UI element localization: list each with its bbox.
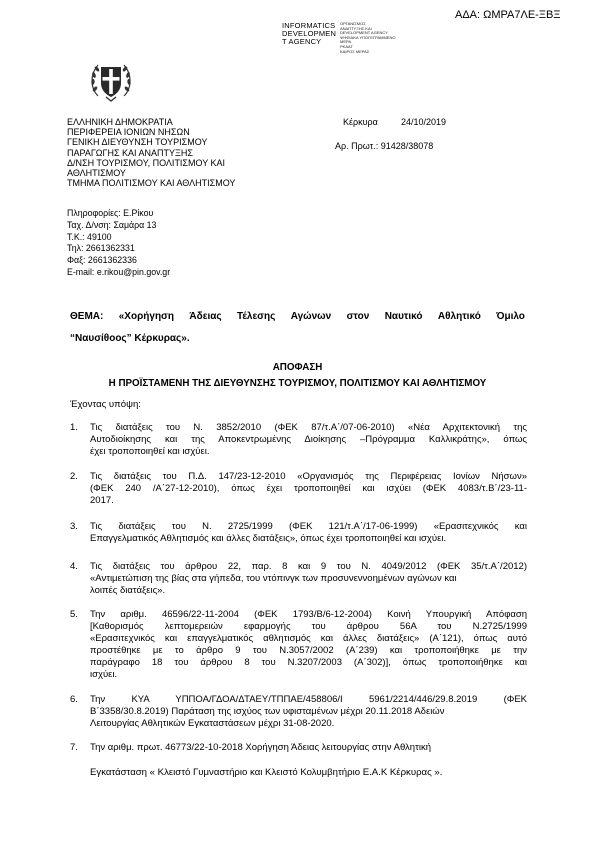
organization-header — [67, 117, 235, 188]
item-line: «Αντιμετώπιση της βίας στα γήπεδα, του ντόπινγκ των προσυνεννοημένων αγώνων και — [90, 573, 457, 584]
org-line: ΠΕΡΙΦΕΡΕΙΑ ΙΟΝΙΩΝ ΝΗΣΩΝ — [67, 127, 190, 138]
item-line: Την ΚΥΑ ΥΠΠΟΑ/ΓΔΟΑ/ΔΤΑΕΥ/ΤΠΠΑΕ/458806/Ι 5961/2214/446/29.8.2019 (ΦΕΚ — [90, 694, 527, 705]
org-line: ΕΛΛΗΝΙΚΗ ΔΗΜΟΚΡΑΤΙΑ — [67, 117, 173, 127]
item-line: προστέθηκε με το άρθρο 9 του Ν.3057/2002 (Α΄239) και τροποποιήθηκε με την — [90, 645, 527, 656]
greek-coat-of-arms-icon — [86, 56, 136, 106]
logo-line: T AGENCY — [282, 37, 322, 47]
subject-word: Όμιλο — [496, 311, 525, 322]
signature-line: ΨΗΦΙΑΚΑ ΥΠΟΓΕΓΡΑΜΜΕΝΟ — [340, 34, 396, 40]
subject-word: Αγώνων — [290, 311, 332, 322]
item-number: 6. — [70, 694, 78, 705]
org-line: ΓΕΝΙΚΗ ΔΙΕΥΘΥΝΣΗ ΤΟΥΡΙΣΜΟΥ — [67, 137, 208, 148]
having-regard-label: Έχοντας υπόψη: — [70, 399, 141, 410]
item-line: [Καθορισμός λεπτομερειών εφαρμογής του άρθρου 56Α του Ν.2725/1999 — [90, 621, 527, 632]
org-line: ΠΑΡΑΓΩΓΗΣ ΚΑΙ ΑΝΑΠΤΥΞΗΣ — [67, 147, 193, 158]
org-line: ΤΜΗΜΑ ΠΟΛΙΤΙΣΜΟΥ ΚΑΙ ΑΘΛΗΤΙΣΜΟΥ — [67, 178, 236, 189]
item-line: 2017. — [90, 495, 114, 506]
ada-code: ΑΔΑ: ΩΜΡΑ7ΛΕ-ΞΒΞ — [455, 9, 561, 21]
digital-signature-text — [340, 22, 395, 54]
item-line: Αυτοδιοίκησης και της Αποκεντρωμένης Διοίκησης –Πρόγραμμα Καλλικράτης», όπως — [90, 434, 527, 445]
org-line: ΑΘΛΗΤΙΣΜΟΥ — [67, 168, 126, 179]
logo-line: DEVELOPMEN — [282, 29, 337, 39]
item-number: 4. — [70, 561, 78, 572]
item-number: 1. — [70, 422, 78, 433]
item-line: Επαγγελματικός Αθλητισμός και άλλες διατάξεις», όπως έχει τροποποιηθεί και ισχύει. — [90, 533, 447, 544]
item-line: Τις διατάξεις του Ν. 3852/2010 (ΦΕΚ 87/τ.Α΄/07-06-2010) «Νέα Αρχιτεκτονική της — [90, 422, 527, 433]
place: Κέρκυρα — [343, 117, 378, 127]
informatics-logo — [282, 22, 336, 47]
item-number: 2. — [70, 471, 78, 482]
item-number: 7. — [70, 742, 78, 753]
contact-line: Πληροφορίες: Ε.Ρίκου — [67, 208, 154, 218]
item-line: «Ερασιτεχνικός και επαγγελματικός αθλητισμός και άλλες διατάξεις» (Α΄121), όπως αυτό — [90, 633, 527, 644]
item-line: Τις διατάξεις του Π.Δ. 147/23-12-2010 «Οργανισμός της Περιφέρειας Ιονίων Νήσων» — [90, 471, 527, 482]
date: 24/10/2019 — [401, 117, 447, 127]
signature-line: PKAAT — [340, 43, 353, 49]
item-line: ισχύει. — [90, 669, 118, 680]
item-number: 3. — [70, 521, 78, 532]
signature-line: DEVELOPMENT AGENCY — [340, 30, 388, 36]
subject — [70, 306, 525, 350]
item-line: Τις διατάξεις του άρθρου 22, παρ. 8 και 9 του Ν. 4049/2012 (ΦΕΚ 35/τ.Α΄/2012) — [90, 561, 527, 572]
item-line: Τις διατάξεις του Ν. 2725/1999 (ΦΕΚ 121/τ.Α΄/17-06-1999) «Ερασιτεχνικός και — [90, 521, 527, 532]
final-line: Εγκατάσταση « Κλειστό Γυμναστήριο και Κλειστό Κολυμβητήριο Ε.Α.Κ Κέρκυρας ». — [90, 767, 443, 778]
org-line: Δ/ΝΣΗ ΤΟΥΡΙΣΜΟΥ, ΠΟΛΙΤΙΣΜΟΥ ΚΑΙ — [67, 157, 226, 168]
item-line: Β΄3358/30.8.2019) Παράταση της ισχύος των υφισταμένων μέχρι 20.11.2018 Αδειών — [90, 706, 445, 717]
contact-line: E-mail: e.rikou@pin.gov.gr — [67, 266, 171, 277]
subject-line-1 — [70, 306, 525, 328]
subject-word: «Χορήγηση — [118, 311, 175, 322]
item-line: έχει τροποποιηθεί και ισχύει. — [90, 446, 210, 457]
logo-line: INFORMATICS — [282, 21, 336, 30]
item-line: παράγραφο 18 του άρθρου 8 του Ν.3207/2003 (Α΄302)], όπως τροποποιήθηκε και — [90, 657, 527, 668]
decision-subtitle: Η ΠΡΟΪΣΤΑΜΕΝΗ ΤΗΣ ΔΙΕΥΘΥΝΣΗΣ ΤΟΥΡΙΣΜΟΥ, ΠΟΛΙΤΙΣΜΟΥ ΚΑΙ ΑΘΛΗΤΙΣΜΟΥ — [108, 378, 487, 389]
signature-line: ΜΕΡΑ — [340, 39, 352, 45]
contact-line: Φαξ: 2661362336 — [67, 255, 137, 266]
subject-word: Τέλεσης — [237, 311, 276, 322]
decision-title: ΑΠΟΦΑΣΗ — [272, 362, 323, 373]
subject-line-2: “Ναυσίθοος” Κέρκυρας». — [70, 333, 190, 344]
subject-word: Ναυτικό — [384, 311, 423, 322]
subject-word: Αθλητικό — [437, 311, 481, 322]
item-line: λοιπές διατάξεις». — [90, 585, 166, 596]
contact-line: Ταχ. Δ/νση: Σαμάρα 13 — [67, 219, 157, 230]
contact-line: Τ.Κ.: 49100 — [67, 231, 112, 242]
item-line: (ΦΕΚ 240 /Α΄27-12-2010), όπως έχει τροποποιηθεί και ισχύει (ΦΕΚ 4083/τ.Β΄/23-11- — [90, 483, 527, 494]
subject-word: ΘΕΜΑ: — [70, 311, 104, 322]
signature-line: ΑΝΑΠΤΥΞΗΣ ΚΑΙ — [340, 25, 372, 31]
subject-word: Άδειας — [189, 311, 222, 322]
subject-word: στον — [346, 311, 370, 322]
item-line: Την αριθμ. πρωτ. 46773/22-10-2018 Χορήγηση Άδειας λειτουργίας στην Αθλητική — [90, 742, 431, 753]
item-line: Την αριθμ. 46596/22-11-2004 (ΦΕΚ 1793/Β/6-12-2004) Κοινή Υπουργική Απόφαση — [90, 609, 527, 620]
signature-line: ΚΑΙΡΟΣ ΜΕΡΑΣ — [340, 48, 370, 54]
item-line: Λειτουργίας Αθλητικών Εγκαταστάσεων μέχρι 31-08-2020. — [90, 718, 335, 729]
signature-line: ΟΡΓΑΝΙΣΜΟΣ — [340, 21, 366, 26]
contact-info — [67, 208, 170, 279]
protocol-number: Αρ. Πρωτ.: 91428/38078 — [335, 141, 434, 151]
item-number: 5. — [70, 609, 78, 620]
contact-line: Τηλ: 2661362331 — [67, 243, 135, 254]
